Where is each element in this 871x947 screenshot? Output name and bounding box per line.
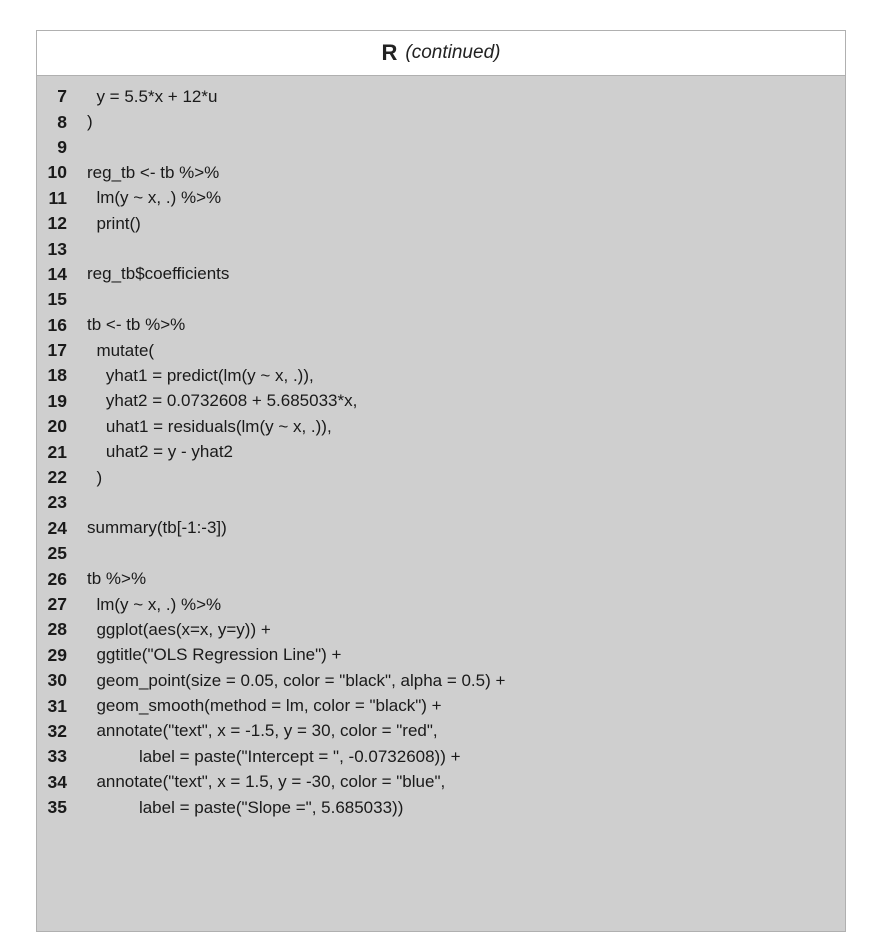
line-number: 9 xyxy=(57,136,67,157)
code-text: uhat2 = y - yhat2 xyxy=(87,442,234,462)
code-text: lm(y ~ x, .) %>% xyxy=(87,188,222,208)
code-text: summary(tb[-1:-3]) xyxy=(87,518,227,538)
code-text: tb <- tb %>% xyxy=(87,315,186,335)
code-text: uhat1 = residuals(lm(y ~ x, .)), xyxy=(87,416,332,436)
code-text: reg_tb$coefficients xyxy=(87,264,230,284)
code-line xyxy=(37,668,845,693)
listing-header xyxy=(37,31,845,76)
code-text: mutate( xyxy=(87,340,155,360)
code-text: geom_smooth(method = lm, color = "black") + xyxy=(87,696,442,716)
code-line xyxy=(37,135,845,160)
code-text: yhat1 = predict(lm(y ~ x, .)), xyxy=(87,365,314,385)
line-number: 29 xyxy=(47,644,67,665)
line-number: 32 xyxy=(47,720,67,741)
line-number: 11 xyxy=(48,187,67,208)
line-number: 34 xyxy=(47,771,67,792)
code-text: annotate("text", x = 1.5, y = -30, color = "blue", xyxy=(87,772,446,792)
line-number: 7 xyxy=(57,86,67,107)
line-number: 13 xyxy=(47,238,67,259)
code-line xyxy=(37,770,845,795)
code-line xyxy=(37,211,845,236)
line-number: 14 xyxy=(47,263,67,284)
code-line xyxy=(37,541,845,566)
line-number: 22 xyxy=(47,467,67,488)
line-number: 35 xyxy=(47,797,67,818)
continued-note: (continued) xyxy=(405,42,501,63)
code-text: yhat2 = 0.0732608 + 5.685033*x, xyxy=(87,391,358,411)
code-text: ggplot(aes(x=x, y=y)) + xyxy=(87,619,271,639)
line-number: 25 xyxy=(47,543,67,564)
language-label: R xyxy=(381,40,398,65)
line-number: 30 xyxy=(47,670,67,691)
code-text: reg_tb <- tb %>% xyxy=(87,162,220,182)
code-line xyxy=(37,160,845,185)
line-number: 10 xyxy=(47,162,67,183)
code-text: ggtitle("OLS Regression Line") + xyxy=(87,645,342,665)
code-line xyxy=(37,313,845,338)
code-text: annotate("text", x = -1.5, y = 30, color = "red", xyxy=(87,721,438,741)
line-number: 24 xyxy=(47,517,67,538)
line-number: 20 xyxy=(47,416,67,437)
code-line xyxy=(37,719,845,744)
line-number: 33 xyxy=(47,746,67,767)
line-number: 19 xyxy=(47,390,67,411)
code-text: label = paste("Slope =", 5.685033)) xyxy=(87,797,404,817)
code-text: ) xyxy=(87,467,103,487)
line-number: 15 xyxy=(47,289,67,310)
line-number: 27 xyxy=(47,594,67,614)
code-line xyxy=(37,287,845,312)
code-line xyxy=(37,439,845,464)
code-line xyxy=(37,109,845,134)
code-line xyxy=(37,693,845,718)
code-line xyxy=(37,744,845,769)
code-line xyxy=(37,389,845,414)
code-text: print() xyxy=(87,213,141,233)
line-number: 18 xyxy=(47,365,67,386)
code-line xyxy=(37,643,845,668)
code-line xyxy=(37,617,845,642)
line-number: 12 xyxy=(47,213,67,234)
code-block xyxy=(37,76,845,931)
code-listing-box xyxy=(36,30,846,932)
code-text: ) xyxy=(87,112,93,132)
code-line xyxy=(37,262,845,287)
code-text: tb %>% xyxy=(87,569,147,589)
code-line xyxy=(37,338,845,363)
line-number: 8 xyxy=(57,111,67,132)
line-number: 26 xyxy=(47,568,67,589)
code-text: lm(y ~ x, .) %>% xyxy=(87,594,222,614)
code-line xyxy=(37,414,845,439)
line-number: 17 xyxy=(47,340,67,361)
code-line xyxy=(37,363,845,388)
code-line xyxy=(37,566,845,591)
code-line xyxy=(37,516,845,541)
code-line xyxy=(37,490,845,515)
code-text: label = paste("Intercept = ", -0.0732608)) + xyxy=(87,746,461,766)
code-line xyxy=(37,592,845,617)
line-number: 21 xyxy=(47,441,67,462)
code-line xyxy=(37,465,845,490)
code-line xyxy=(37,186,845,211)
line-number: 28 xyxy=(47,619,67,640)
code-text: geom_point(size = 0.05, color = "black", alpha = 0.5) + xyxy=(87,670,506,690)
line-number: 31 xyxy=(47,695,67,716)
code-text: y = 5.5*x + 12*u xyxy=(87,86,218,106)
code-line xyxy=(37,84,845,109)
line-number: 16 xyxy=(47,314,67,335)
code-line xyxy=(37,795,845,820)
code-line xyxy=(37,236,845,261)
line-number: 23 xyxy=(47,492,67,513)
